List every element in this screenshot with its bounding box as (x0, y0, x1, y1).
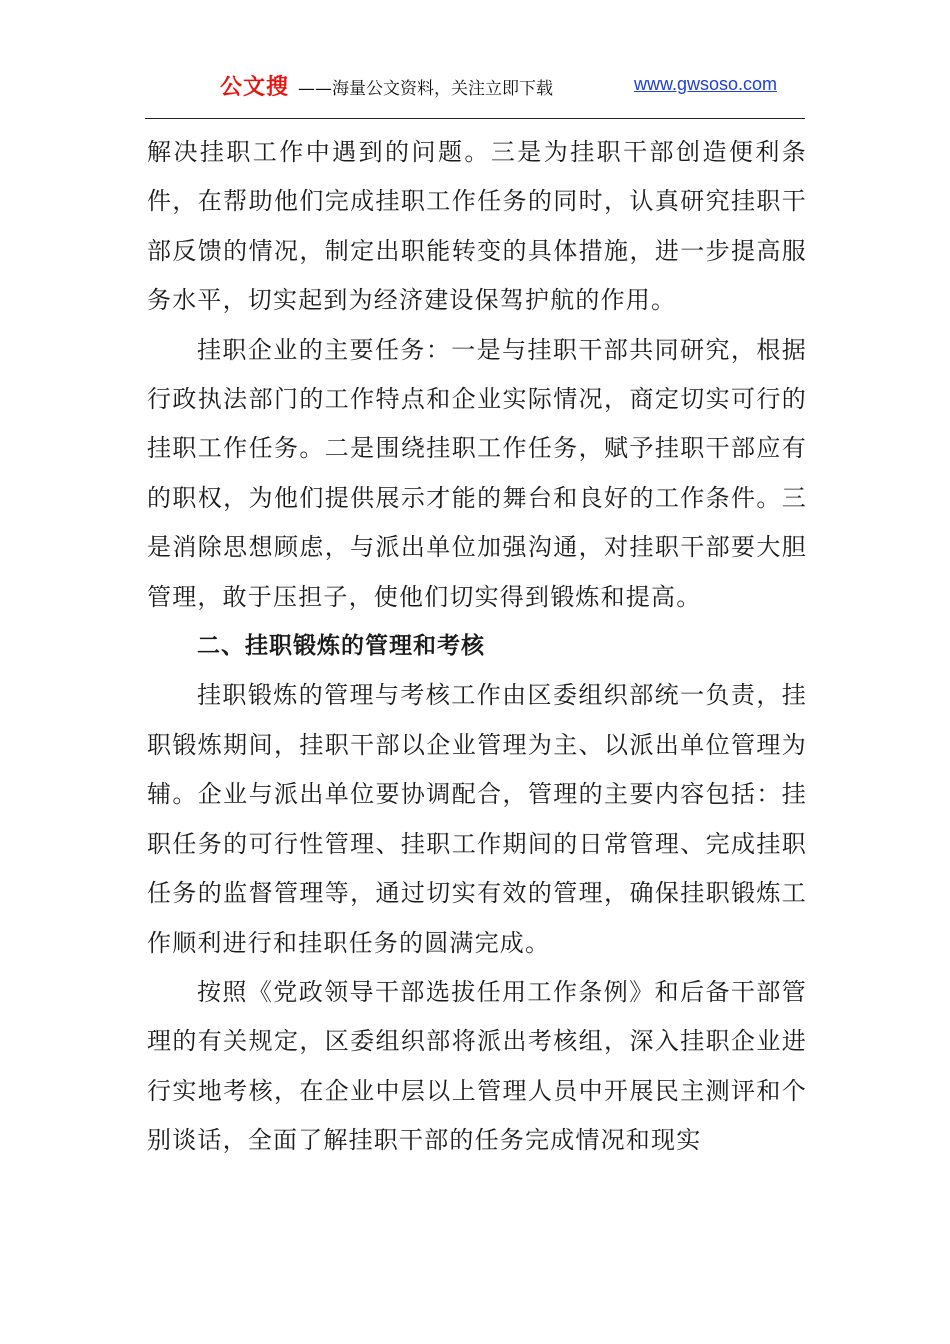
paragraph-management: 挂职锻炼的管理与考核工作由区委组织部统一负责，挂职锻炼期间，挂职干部以企业管理为主、以派出单位管理为辅。企业与派出单位要协调配合，管理的主要内容包括：挂职任务的可行性管理、挂职工作期间的日常管理、完成挂职任务的监督管理等，通过切实有效的管理，确保挂职锻炼工作顺利进行和挂职任务的圆满完成。 (147, 681, 807, 957)
header-slogan: ——海量公文资料，关注立即下载 (298, 79, 553, 99)
page-header (145, 62, 805, 119)
paragraph-assessment: 按照《党政领导干部选拔任用工作条例》和后备干部管理的有关规定，区委组织部将派出考核组，深入挂职企业进行实地考核，在企业中层以上管理人员中开展民主测评和个别谈话，全面了解挂职干部的任务完成情况和现实 (147, 977, 807, 1155)
section-heading: 二、挂职锻炼的管理和考核 (197, 633, 485, 660)
paragraph-enterprise-tasks: 挂职企业的主要任务：一是与挂职干部共同研究，根据行政执法部门的工作特点和企业实际情况，商定切实可行的挂职工作任务。二是围绕挂职工作任务，赋予挂职干部应有的职权，为他们提供展示才能的舞台和良好的工作条件。三是消除思想顾虑，与派出单位加强沟通，对挂职干部要大胆管理，敢于压担子，使他们切实得到锻炼和提高。 (147, 335, 807, 611)
paragraph-continued: 解决挂职工作中遇到的问题。三是为挂职干部创造便利条件，在帮助他们完成挂职工作任务的同时，认真研究挂职干部反馈的情况，制定出职能转变的具体措施，进一步提高服务水平，切实起到为经济建设保驾护航的作用。 (147, 138, 807, 315)
brand-logo-text: 公文搜 (220, 75, 290, 100)
site-link[interactable]: www.gwsoso.com (633, 74, 777, 94)
document-body (147, 128, 807, 1166)
